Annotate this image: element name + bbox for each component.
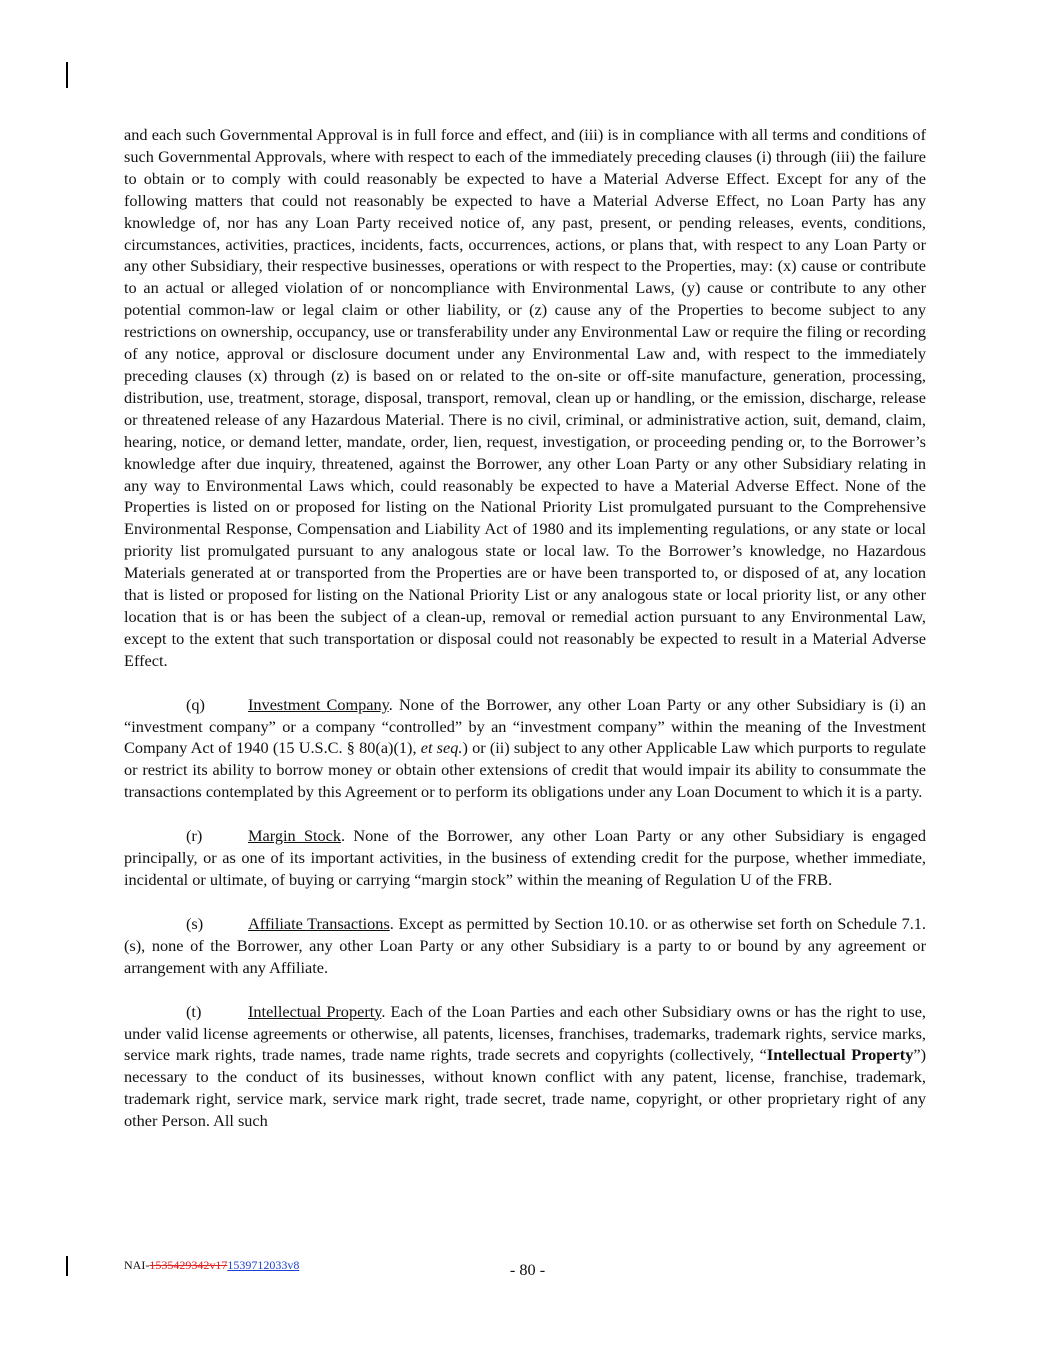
section-s-heading: Affiliate Transactions: [248, 913, 390, 933]
document-body: [124, 124, 926, 1154]
section-q-label: (q): [186, 694, 205, 714]
section-q-italic: et seq.: [420, 738, 463, 758]
section-q-heading: Investment Company: [248, 694, 389, 714]
section-s-text: . Except as permitted by Section 10.10. or as otherwise set forth on Schedule 7.1.(s), none of the Borrower, any other Loan Party or any other Subsidiary is a party to or bound by any agreement or arrangement with any Affiliate.: [124, 913, 926, 977]
continuation-paragraph: and each such Governmental Approval is in full force and effect, and (iii) is in compliance with all terms and conditions of such Governmental Approvals, where with respect to each of the immediately preceding clauses (i) through (iii) the failure to obtain or to comply with could reasonably be expected to have a Material Adverse Effect. Except for any of the following matters that could not reasonably be expected to have a Material Adverse Effect, no Loan Party has any knowledge of, nor has any Loan Party received notice of, any past, present, or pending releases, events, conditions, circumstances, activities, practices, incidents, facts, occurrences, actions, or plans that, with respect to any Loan Party or any other Subsidiary, their respective businesses, operations or with respect to the Properties, may: (x) cause or contribute to an actual or alleged violation of or noncompliance with Environmental Laws, (y) cause or contribute to any other potential common-law or legal claim or other liability, or (z) cause any of the Properties to become subject to any restrictions on ownership, occupancy, use or transferability under any Environmental Law or require the filing or recording of any notice, approval or disclosure document under any Environmental Law and, with respect to the immediately preceding clauses (x) through (z) is based on or related to the on-site or off-site manufacture, generation, processing, distribution, use, treatment, storage, disposal, transport, removal, clean up or handling, or the emission, discharge, release or threatened release of any Hazardous Material. There is no civil, criminal, or administrative action, suit, demand, claim, hearing, notice, or demand letter, mandate, order, lien, request, investigation, or proceeding pending or, to the Borrower’s knowledge after due inquiry, threatened, against the Borrower, any other Loan Party or any other Subsidiary relating in any way to Environmental Laws which, could reasonably be expected to have a Material Adverse Effect. None of the Properties is listed on or proposed for listing on the National Priority List promulgated pursuant to the Comprehensive Environmental Response, Compensation and Liability Act of 1980 and its implementing regulations, or any state or local priority list promulgated pursuant to any analogous state or local law. To the Borrower’s knowledge, no Hazardous Materials generated at or transported from the Properties are or have been transported to, or disposed of at, any location that is listed or proposed for listing on the National Priority List or any analogous state or local priority list, or any other location that is or has been the subject of a clean-up, removal or remedial action pursuant to any Environmental Law, except to the extent that such transportation or disposal could not reasonably be expected to result in a Material Adverse Effect.: [124, 125, 926, 670]
section-t: [124, 1001, 926, 1132]
section-t-label: (t): [186, 1001, 202, 1021]
section-q-text-a: . None of the Borrower, any other Loan Party or any other Subsidiary is (i) an “investment company” or a company “controlled” by an “investment company” within the meaning of the Investment Company Act of 1940 (15 U.S.C. § 80(a)(1),: [124, 694, 927, 758]
section-r-heading: Margin Stock: [248, 826, 342, 846]
section-s: [124, 913, 926, 979]
section-t-text-b: ”) necessary to the conduct of its businesses, without known conflict with any patent, license, franchise, trademark, trademark right, service mark, service mark right, trade secret, trade name, copyright, or other proprietary right of any other Person. All such: [124, 1045, 926, 1131]
section-q-text-b: ) or (ii) subject to any other Applicable Law which purports to regulate or restrict its ability to borrow money or obtain other extensions of credit that would impair its ability to consummate the transactions contemplated by this Agreement or to perform its obligations under any Loan Document to which it is a party.: [124, 738, 926, 802]
section-q: [124, 694, 926, 804]
doc-id-deleted: 1535429342v17: [149, 1258, 228, 1272]
section-r-text: . None of the Borrower, any other Loan Party or any other Subsidiary is engaged principally, or as one of its important activities, in the business of extending credit for the purpose, whether immediate, incidental or ultimate, of buying or carrying “margin stock” within the meaning of Regulation U of the FRB.: [124, 826, 926, 889]
change-bar-top: [66, 62, 68, 88]
section-t-heading: Intellectual Property: [248, 1001, 382, 1021]
doc-id-inserted: 1539712033v8: [227, 1258, 300, 1272]
section-t-bold: Intellectual Property: [766, 1045, 914, 1065]
doc-id-prefix: NAI-: [124, 1258, 150, 1272]
section-s-label: (s): [186, 913, 204, 933]
section-r: [124, 825, 926, 891]
section-r-label: (r): [186, 826, 203, 846]
page-number: - 80 -: [509, 1260, 546, 1279]
section-t-text-a: . Each of the Loan Parties and each other Subsidiary owns or has the right to use, under valid license agreements or otherwise, all patents, licenses, franchises, trademarks, trademark rights, service marks, service mark rights, trade names, trade name rights, trade secrets and copyrights (collectively, “: [124, 1001, 926, 1065]
